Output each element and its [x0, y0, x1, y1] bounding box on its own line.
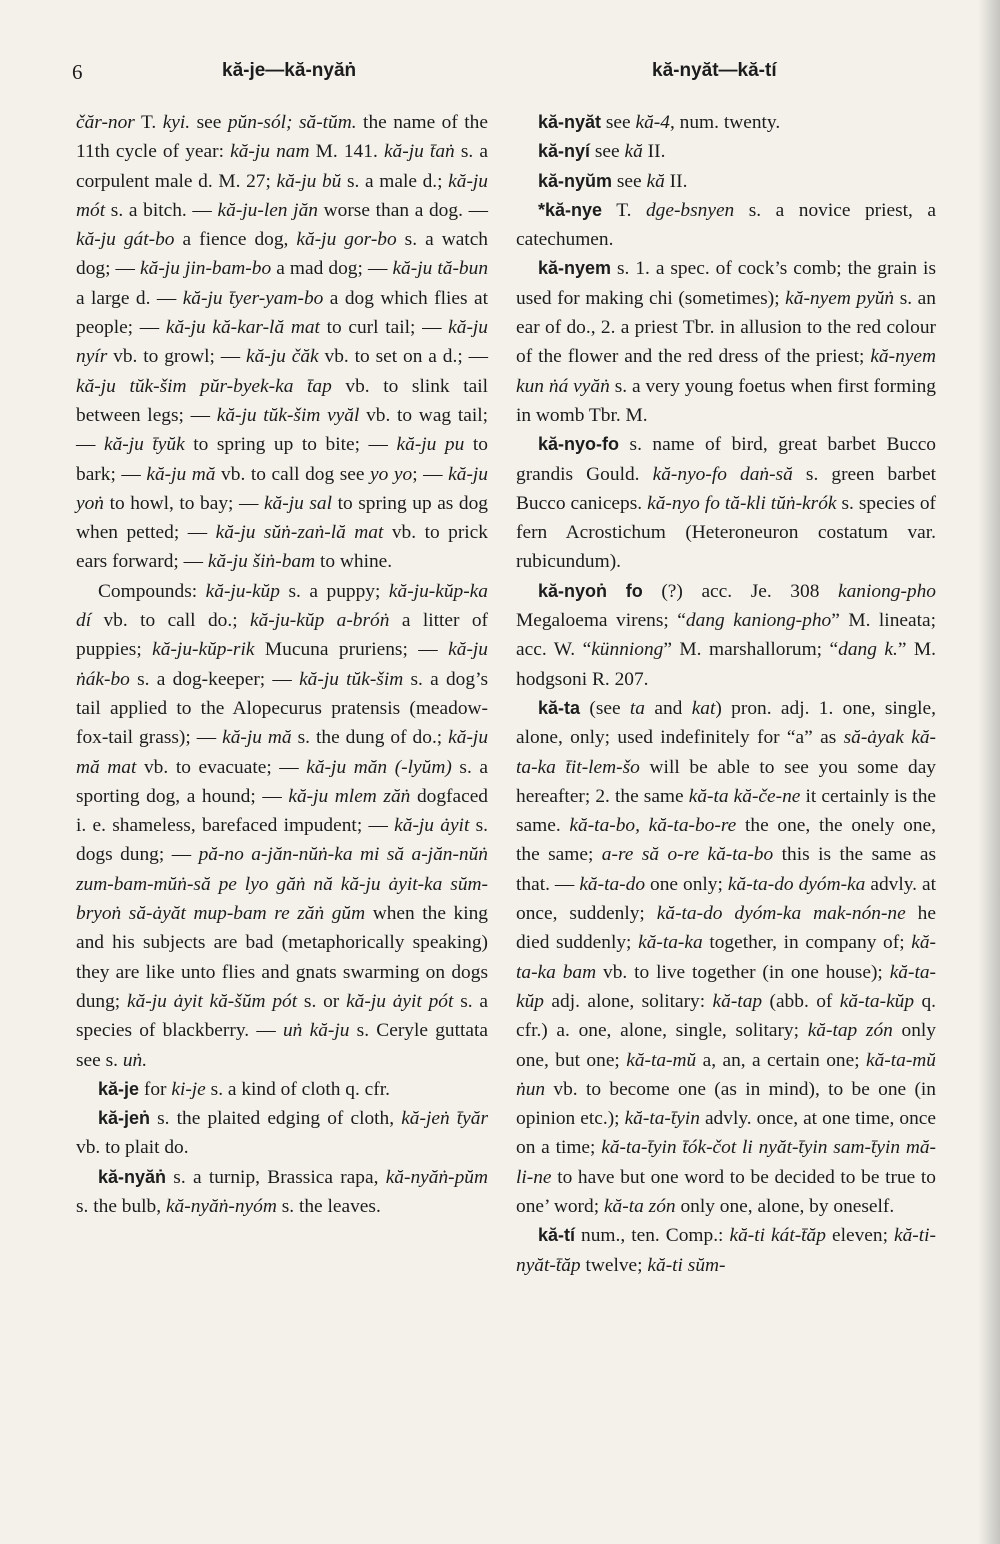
- dictionary-entry-ka-ti: [516, 1221, 936, 1280]
- entry-definition: s. the plaited edging of cloth, kă-jeṅ t̄yăr vb. to plait do.: [76, 1108, 488, 1159]
- dictionary-entry-ka-nyat: [516, 108, 936, 137]
- dictionary-entry-ka-nyi: [516, 137, 936, 166]
- dictionary-entry-ka-nyum: [516, 167, 936, 196]
- left-column: [76, 108, 488, 1221]
- dictionary-entry-ka-nyem: [516, 254, 936, 430]
- page-edge-shadow: [978, 0, 1000, 1544]
- entry-headword: kă-nyŭm: [538, 170, 613, 191]
- entry-headword: kă-nyăṅ: [98, 1166, 167, 1187]
- dictionary-entry-ka-jen: [76, 1104, 488, 1163]
- entry-headword: kă-nyăt: [538, 112, 602, 132]
- page-header: [0, 50, 1000, 90]
- entry-headword: kă-nyem: [538, 258, 612, 279]
- entry-definition: s. name of bird, great barbet Bucco grandis Gould. kă-nyo-fo daṅ-să s. green barbet Bucco caniceps. kă-nyo fo tă-kli tŭṅ-krók s. species of fern Acrostichum (Heteroneuron costatum var. rubicundum).: [516, 434, 936, 573]
- dictionary-entry-ka-je: [76, 1075, 488, 1104]
- entry-definition: s. 1. a spec. of cock’s comb; the grain is used for making chi (sometimes); kă-nyem pyŭṅ s. an ear of do., 2. a priest Tbr. in allusion to the red colour of the flower and the red dress of the priest; kă-nyem kun ṅá vyăṅ s. a very young foetus when first forming in womb Tbr. M.: [516, 258, 937, 426]
- right-column: [516, 108, 936, 1280]
- entry-definition: see kă II.: [612, 170, 688, 192]
- entry-headword: kă-nyí: [538, 141, 591, 162]
- entry-headword: kă-nyo-fo: [538, 434, 619, 455]
- dictionary-entry-ka-nyo-fo: [516, 430, 936, 576]
- entry-headword: kă-ta: [538, 697, 581, 718]
- dictionary-entry-compounds: [76, 577, 488, 1075]
- running-head-left: kă-je—kă-nyăṅ: [222, 60, 357, 81]
- entry-definition: see kă II.: [590, 141, 666, 163]
- entry-definition: s. a turnip, Brassica rapa, kă-nyăṅ-pŭm s. the bulb, kă-nyăṅ-nyóm s. the leaves.: [76, 1166, 488, 1217]
- entry-definition: (?) acc. Je. 308 kaniong-pho Megaloema virens; “dang kaniong-pho” M. lineata; acc. W. “künniong” M. marshallorum; “dang k.” M. hodgsoni R. 207.: [516, 580, 936, 690]
- dictionary-entry-ka-ta: [516, 694, 936, 1221]
- entry-definition: see kă-4, num. twenty.: [601, 112, 781, 133]
- dictionary-entry-ka-nye: [516, 196, 936, 255]
- entry-headword: kă-nyoṅ fo: [538, 580, 643, 601]
- entry-definition: čăr-nor T. kyi. see pŭn-sól; să-tŭm. the name of the 11th cycle of year: kă-ju nam M. 141. kă-ju t̄aṅ s. a corpulent male d. M. 27; kă-ju bŭ s. a male d.; kă-ju mót s. a bitch. — kă-ju-len jăn worse than a dog. — kă-ju gát-bo a fience dog, kă-ju gor-bo s. a watch dog; — kă-ju jin-bam-bo a mad dog; — kă-ju tă-bun a large d. — kă-ju t̄yer-yam-bo a dog which flies at people; — kă-ju kă-kar-lă mat to curl tail; — kă-ju nyír vb. to growl; — kă-ju čăk vb. to set on a d.; — kă-ju tŭk-šim pŭr-byek-ka t̄ap vb. to slink tail between legs; — kă-ju tŭk-šim vyăl vb. to wag tail; — kă-ju t̄yŭk to spring up to bite; — kă-ju pu to bark; — kă-ju mă vb. to call dog see yo yo; — kă-ju yoṅ to howl, to bay; — kă-ju sal to spring up as dog when petted; — kă-ju sŭṅ-zaṅ-lă mat vb. to prick ears forward; — kă-ju šiṅ-bam to whine.: [76, 112, 489, 573]
- running-head-right: kă-nyăt—kă-tí: [652, 60, 777, 81]
- entry-headword: kă-jeṅ: [98, 1108, 151, 1129]
- entry-definition: for ki-je s. a kind of cloth q. cfr.: [139, 1078, 390, 1100]
- entry-headword: *kă-nye: [538, 199, 603, 220]
- page-number: 6: [72, 60, 83, 84]
- entry-definition: (see ta and kat) pron. adj. 1. one, single, alone, only; used indefinitely for “a” as să-ȧyak kă-ta-ka t̄it-lem-šo will be able to see you some day hereafter; 2. the same kă-ta kă-če-ne it certainly is the same. kă-ta-bo, kă-ta-bo-re the one, the onely one, the same; a-re să o-re kă-ta-bo this is the same as that. — kă-ta-do one only; kă-ta-do dyóm-ka advly. at once, suddenly; kă-ta-do dyóm-ka mak-nón-ne he died suddenly; kă-ta-ka together, in company of; kă-ta-ka bam vb. to live together (in one house); kă-ta-kŭp adj. alone, solitary: kă-tap (abb. of kă-ta-kŭp q. cfr.) a. one, alone, single, solitary; kă-tap zón only one, but one; kă-ta-mŭ a, an, a certain one; kă-ta-mŭ ṅun vb. to become one (as in mind), to be one (in opinion etc.); kă-ta-t̄yin advly. once, at one time, once on a time; kă-ta-t̄yin t̄ók-čot li nyăt-t̄yin sam-t̄yin mă-li-ne to have but one word to be decided to be true to one’ word; kă-ta zón only one, alone, by oneself.: [516, 697, 937, 1217]
- entry-headword: kă-tí: [538, 1225, 576, 1246]
- entry-definition: num., ten. Comp.: kă-ti kát-t̄ăp eleven; kă-ti-nyăt-t̄ăp twelve; kă-ti sŭm-: [516, 1225, 936, 1276]
- dictionary-entry-cont: [76, 108, 488, 577]
- entry-definition: T. dge-bsnyen s. a novice priest, a catechumen.: [516, 199, 936, 251]
- entry-headword: kă-je: [98, 1078, 140, 1099]
- entry-definition: Compounds: kă-ju-kŭp s. a puppy; kă-ju-kŭp-ka dí vb. to call do.; kă-ju-kŭp a-bróṅ a litter of puppies; kă-ju-kŭp-rik Mucuna pruriens; — kă-ju ṅák-bo s. a dog-keeper; — kă-ju tŭk-šim s. a dog’s tail applied to the Alopecurus pratensis (meadow-fox-tail grass); — kă-ju mă s. the dung of do.; kă-ju mă mat vb. to evacuate; — kă-ju măn (-lyŭm) s. a sporting dog, a hound; — kă-ju mlem zăṅ dogfaced i. e. shameless, barefaced impudent; — kă-ju ȧyit s. dogs dung; — pă-no a-jăn-nŭṅ-ka mi să a-jăn-nŭṅ zum-bam-mŭṅ-să pe lyo găṅ nă kă-ju ȧyit-ka sŭm-bryoṅ să-ȧyăt mup-bam re zăṅ gŭm when the king and his subjects are bad (metaphorically speaking) they are like unto flies and gnats swarming on dogs dung; kă-ju ȧyit kă-šŭm pót s. or kă-ju ȧyit pót s. a species of blackberry. — uṅ kă-ju s. Ceryle guttata see s. uṅ.: [76, 580, 489, 1071]
- dictionary-entry-ka-nyan: [76, 1163, 488, 1222]
- dictionary-entry-ka-nyon-fo: [516, 577, 936, 694]
